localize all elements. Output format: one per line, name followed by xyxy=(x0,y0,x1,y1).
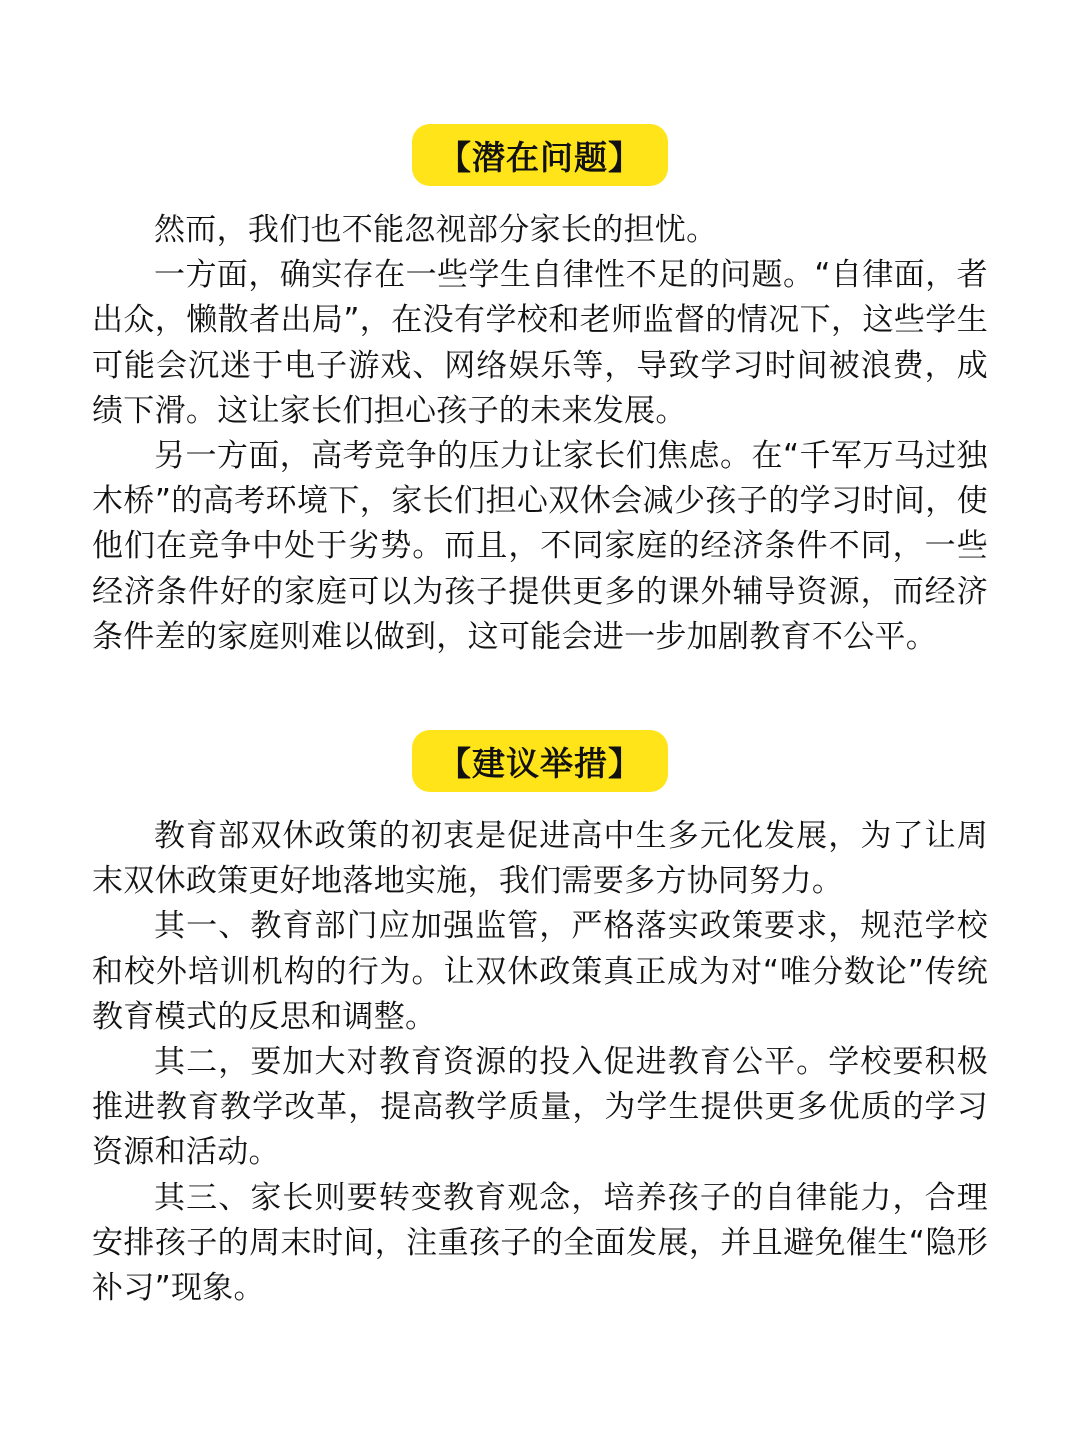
paragraph: 其二，要加大对教育资源的投入促进教育公平。学校要积极推进教育教学改革，提高教学质量，为学生提供更多优质的学习资源和活动。 xyxy=(92,1044,988,1171)
paragraph: 其一、教育部门应加强监管，严格落实政策要求，规范学校和校外培训机构的行为。让双休政策真正成为对“唯分数论”传统教育模式的反思和调整。 xyxy=(92,908,988,1035)
paragraph: 一方面，确实存在一些学生自律性不足的问题。“自律面，者出众，懒散者出局”，在没有学校和老师监督的情况下，这些学生可能会沉迷于电子游戏、网络娱乐等，导致学习时间被浪费，成绩下滑。这让家长们担心孩子的未来发展。 xyxy=(92,257,988,429)
section-body-problems xyxy=(92,208,988,660)
section-heading-row-suggestions xyxy=(0,730,1080,792)
section-heading-problems: 【潜在问题】 xyxy=(412,124,668,186)
paragraph: 另一方面，高考竞争的压力让家长们焦虑。在“千军万马过独木桥”的高考环境下，家长们担心双休会减少孩子的学习时间，使他们在竞争中处于劣势。而且，不同家庭的经济条件不同，一些经济条件好的家庭可以为孩子提供更多的课外辅导资源，而经济条件差的家庭则难以做到，这可能会进一步加剧教育不公平。 xyxy=(92,438,988,655)
section-heading-row-problems xyxy=(0,124,1080,186)
paragraph: 其三、家长则要转变教育观念，培养孩子的自律能力，合理安排孩子的周末时间，注重孩子的全面发展，并且避免催生“隐形补习”现象。 xyxy=(92,1179,988,1307)
paragraph: 教育部双休政策的初衷是促进高中生多元化发展，为了让周末双休政策更好地落地实施，我们需要多方协同努力。 xyxy=(92,818,988,900)
paragraph: 然而，我们也不能忽视部分家长的担忧。 xyxy=(154,212,718,248)
section-heading-suggestions: 【建议举措】 xyxy=(412,730,668,792)
section-body-suggestions xyxy=(92,814,988,1311)
